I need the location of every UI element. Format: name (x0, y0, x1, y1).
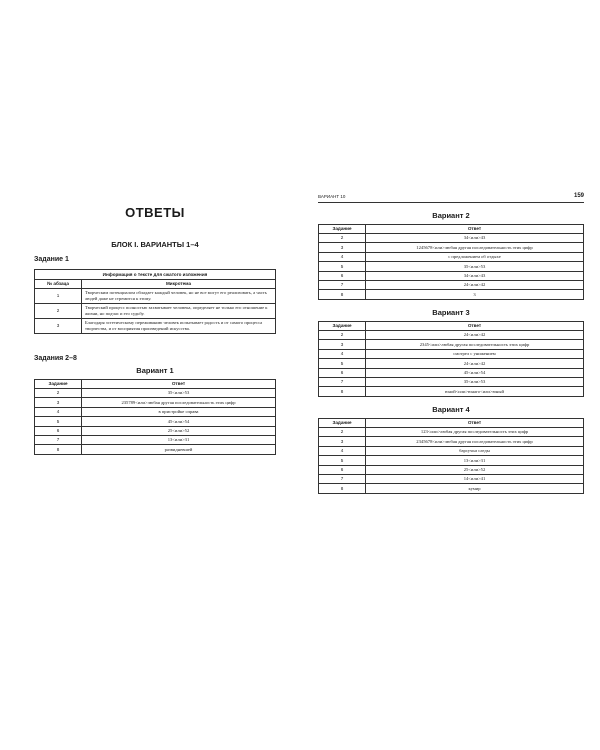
table-header: Задание (319, 225, 366, 234)
answer: 35<или>53 (366, 377, 584, 386)
variant3-table (318, 321, 584, 397)
task-number: 8 (319, 387, 366, 396)
task-number: 8 (319, 290, 366, 299)
answer: 35<или>53 (82, 389, 276, 398)
variant4-title: Вариант 4 (432, 405, 470, 414)
answer: барсучьи следы (366, 446, 584, 455)
task-number: 7 (319, 377, 366, 386)
table-row (35, 417, 276, 426)
answer: 34<или>43 (366, 234, 584, 243)
answer: 34<или>43 (366, 271, 584, 280)
task-number: 6 (319, 465, 366, 474)
answer: 3 (366, 290, 584, 299)
table-row (35, 304, 276, 319)
running-header (318, 193, 584, 203)
table-row (35, 319, 276, 334)
answer: кумир (366, 484, 584, 493)
task-number: 6 (319, 368, 366, 377)
row-number: 3 (35, 319, 82, 334)
task-number: 5 (319, 262, 366, 271)
task-number: 5 (35, 417, 82, 426)
page-number: 159 (573, 193, 584, 199)
answer: развидневшей (82, 445, 276, 454)
task-number: 5 (319, 456, 366, 465)
table-row (319, 387, 584, 396)
answer: юной<или>юнаго<или>юный (366, 387, 584, 396)
table-caption: Информация о тексте для сжатого изложения (35, 270, 276, 280)
task-number: 8 (35, 445, 82, 454)
table-row (319, 484, 584, 493)
table-row (319, 280, 584, 289)
table-header: Задание (319, 419, 366, 428)
task-number: 4 (319, 252, 366, 261)
variant1-title: Вариант 1 (136, 366, 174, 375)
task-number: 6 (319, 271, 366, 280)
answer: 235789<или>любая другая последовательность этих цифр (82, 398, 276, 407)
answer: 13<или>31 (82, 435, 276, 444)
answer: 24<или>42 (366, 280, 584, 289)
table-row (319, 349, 584, 358)
answer: в пристройке справа (82, 407, 276, 416)
answer: 25<или>52 (82, 426, 276, 435)
answer: смотрел с унижением (366, 349, 584, 358)
row-text: Благодаря эстетическому переживанию человек испытывает радость и от самого процесса творчества, и от восприятия произведений искусства. (82, 319, 276, 334)
task-number: 6 (35, 426, 82, 435)
table-header: Ответ (366, 322, 584, 331)
table-row (35, 445, 276, 454)
table-header: Задание (35, 380, 82, 389)
answer: 35<или>53 (366, 262, 584, 271)
table-row (319, 456, 584, 465)
table-row (319, 271, 584, 280)
table-row (35, 435, 276, 444)
answer: 45<или>54 (82, 417, 276, 426)
tasks-label: Задания 2–8 (34, 355, 77, 362)
table-row (35, 289, 276, 304)
table-header: Задание (319, 322, 366, 331)
block-title: БЛОК I. ВАРИАНТЫ 1–4 (111, 240, 199, 249)
table-row (319, 474, 584, 483)
task-number: 7 (319, 280, 366, 289)
answer: с предложением об отдыхе (366, 252, 584, 261)
variant2-title: Вариант 2 (432, 211, 470, 220)
page-title: ОТВЕТЫ (125, 205, 185, 220)
task-number: 8 (319, 484, 366, 493)
right-page (300, 0, 600, 750)
table-row (319, 340, 584, 349)
task-number: 7 (35, 435, 82, 444)
table-header: № абзаца (35, 280, 82, 289)
task-number: 2 (319, 234, 366, 243)
microtopics-table (34, 269, 276, 334)
answer: 24<или>42 (366, 331, 584, 340)
table-row (319, 234, 584, 243)
table-header: Ответ (366, 225, 584, 234)
row-number: 1 (35, 289, 82, 304)
table-row (35, 398, 276, 407)
variant4-table (318, 418, 584, 494)
answer: 45<или>54 (366, 368, 584, 377)
task-number: 3 (319, 340, 366, 349)
answer: 2345<или>любая другая последовательность этих цифр (366, 340, 584, 349)
table-row (319, 359, 584, 368)
task-number: 4 (35, 407, 82, 416)
row-number: 2 (35, 304, 82, 319)
variant2-table (318, 224, 584, 300)
table-header: Ответ (366, 419, 584, 428)
table-row (319, 465, 584, 474)
table-row (319, 446, 584, 455)
table-header: Ответ (82, 380, 276, 389)
running-head-text: ВАРИАНТ 10 (318, 194, 346, 199)
variant1-table (34, 379, 276, 455)
table-header: Микротема (82, 280, 276, 289)
answer: 14<или>41 (366, 474, 584, 483)
table-row (319, 331, 584, 340)
table-row (319, 377, 584, 386)
table-row (319, 290, 584, 299)
task-number: 2 (35, 389, 82, 398)
task-number: 2 (319, 428, 366, 437)
answer: 1245678<или>любая другая последовательность этих цифр (366, 243, 584, 252)
answer: 25<или>52 (366, 465, 584, 474)
task1-label: Задание 1 (34, 256, 69, 263)
task-number: 4 (319, 349, 366, 358)
answer: 123<или>любая другая последовательность этих цифр (366, 428, 584, 437)
table-row (319, 368, 584, 377)
task-number: 2 (319, 331, 366, 340)
table-row (319, 262, 584, 271)
row-text: Творческий процесс полностью захватывает человека, определяет не только его отношение к жизни, но подчас и его судьбу. (82, 304, 276, 319)
row-text: Творческим потенциалом обладает каждый человек, но не все могут его реализовать, а часть людей даже не стремится к этому. (82, 289, 276, 304)
task-number: 7 (319, 474, 366, 483)
task-number: 3 (319, 243, 366, 252)
task-number: 5 (319, 359, 366, 368)
table-row (35, 407, 276, 416)
table-row (319, 437, 584, 446)
answer: 24<или>42 (366, 359, 584, 368)
table-row (35, 426, 276, 435)
variant3-title: Вариант 3 (432, 308, 470, 317)
task-number: 4 (319, 446, 366, 455)
table-row (35, 389, 276, 398)
answer: 13<или>31 (366, 456, 584, 465)
table-row (319, 252, 584, 261)
task-number: 3 (319, 437, 366, 446)
task-number: 3 (35, 398, 82, 407)
answer: 2345678<или>любая другая последовательность этих цифр (366, 437, 584, 446)
table-row (319, 243, 584, 252)
table-row (319, 428, 584, 437)
